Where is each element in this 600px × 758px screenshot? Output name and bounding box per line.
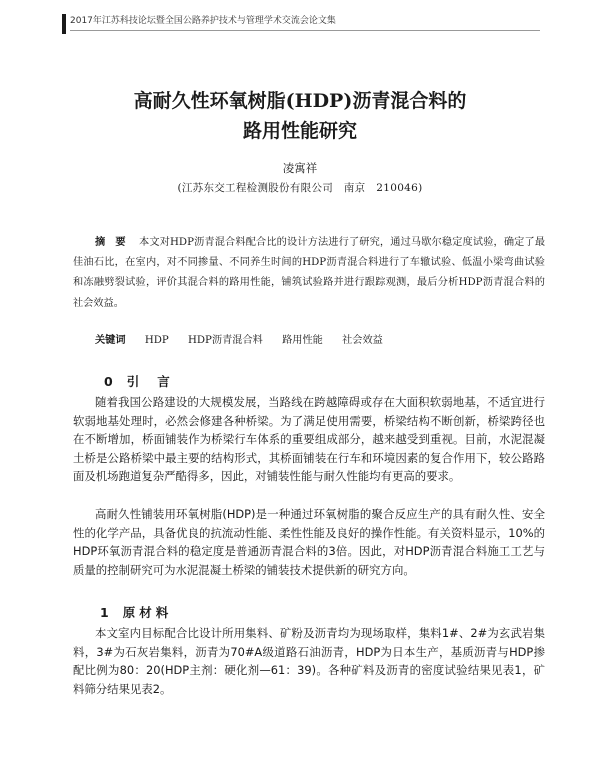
paper-title-line1: 高耐久性环氧树脂(HDP)沥青混合料的 xyxy=(133,90,467,112)
body-paragraph: 本文室内目标配合比设计所用集料、矿粉及沥青均为现场取样，集料1#、2#为玄武岩集料，3#为石灰岩集料，沥青为70#A级道路石油沥青，HDP为日本生产，基质沥青与HDP掺配比例为80：20(HDP主剂：硬化剂—61：39)。各种矿料及沥青的密度试验结果见表1，矿料筛分结果见表2。 xyxy=(73,626,545,696)
abstract-text: 本文对HDP沥青混合料配合比的设计方法进行了研究，通过马歇尔稳定度试验，确定了最佳油石比，在室内，对不同掺量、不同养生时间的HDP沥青混合料进行了车辙试验、低温小梁弯曲试验和冻融劈裂试验，评价其混合料的路用性能，铺筑试验路并进行跟踪观测，最后分析HDP沥青混合料的社会效益。 xyxy=(73,237,546,309)
section-title: 原材料 xyxy=(122,605,173,620)
keywords-label: 关键词 xyxy=(95,334,126,346)
section-heading-materials xyxy=(100,604,172,622)
paper-title-line2: 路用性能研究 xyxy=(242,120,357,142)
abstract xyxy=(73,232,545,314)
running-header: 2017年江苏科技论坛暨全国公路养护技术与管理学术交流会论文集 xyxy=(70,16,336,26)
author-name: 凌寓祥 xyxy=(282,161,318,175)
section-number: 0 xyxy=(104,374,113,389)
keyword-item: 路用性能 xyxy=(282,335,323,346)
section-number: 1 xyxy=(100,605,109,620)
header-rule xyxy=(62,14,66,34)
abstract-label: 摘要 xyxy=(95,236,136,248)
section-heading-introduction xyxy=(104,373,188,391)
keywords xyxy=(95,332,545,349)
keyword-item: 社会效益 xyxy=(342,335,383,346)
section-title: 引言 xyxy=(126,374,188,389)
keyword-item: HDP xyxy=(144,335,169,346)
header-divider xyxy=(70,30,540,31)
body-paragraph: 高耐久性铺装用环氧树脂(HDP)是一种通过环氧树脂的聚合反应生产的具有耐久性、安全性的化学产品，具备优良的抗流动性能、柔性性能及良好的操作性能。有关资料显示，10%的HDP环氧沥青混合料的稳定度是普通沥青混合料的3倍。因此，对HDP沥青混合料施工工艺与质量的控制研究可为水泥混凝土桥梁的铺装技术提供新的研究方向。 xyxy=(73,507,545,577)
body-paragraph: 随着我国公路建设的大规模发展，当路线在跨越障碍或存在大面积软弱地基，不适宜进行软弱地基处理时，必然会修建各种桥梁。为了满足使用需要，桥梁结构不断创新，桥梁跨径也在不断增加，桥面铺装作为桥梁行车体系的重要组成部分，越来越受到重视。目前，水泥混凝土桥是公路桥梁中最主要的结构形式，其桥面铺装在行车和环境因素的复合作用下，较公路路面及机场跑道复杂严酷得多，因此，对铺装性能与耐久性能均有更高的要求。 xyxy=(73,395,545,484)
author-affiliation: (江苏东交工程检测股份有限公司 南京 210046) xyxy=(177,182,423,194)
keyword-item: HDP沥青混合料 xyxy=(187,335,263,346)
